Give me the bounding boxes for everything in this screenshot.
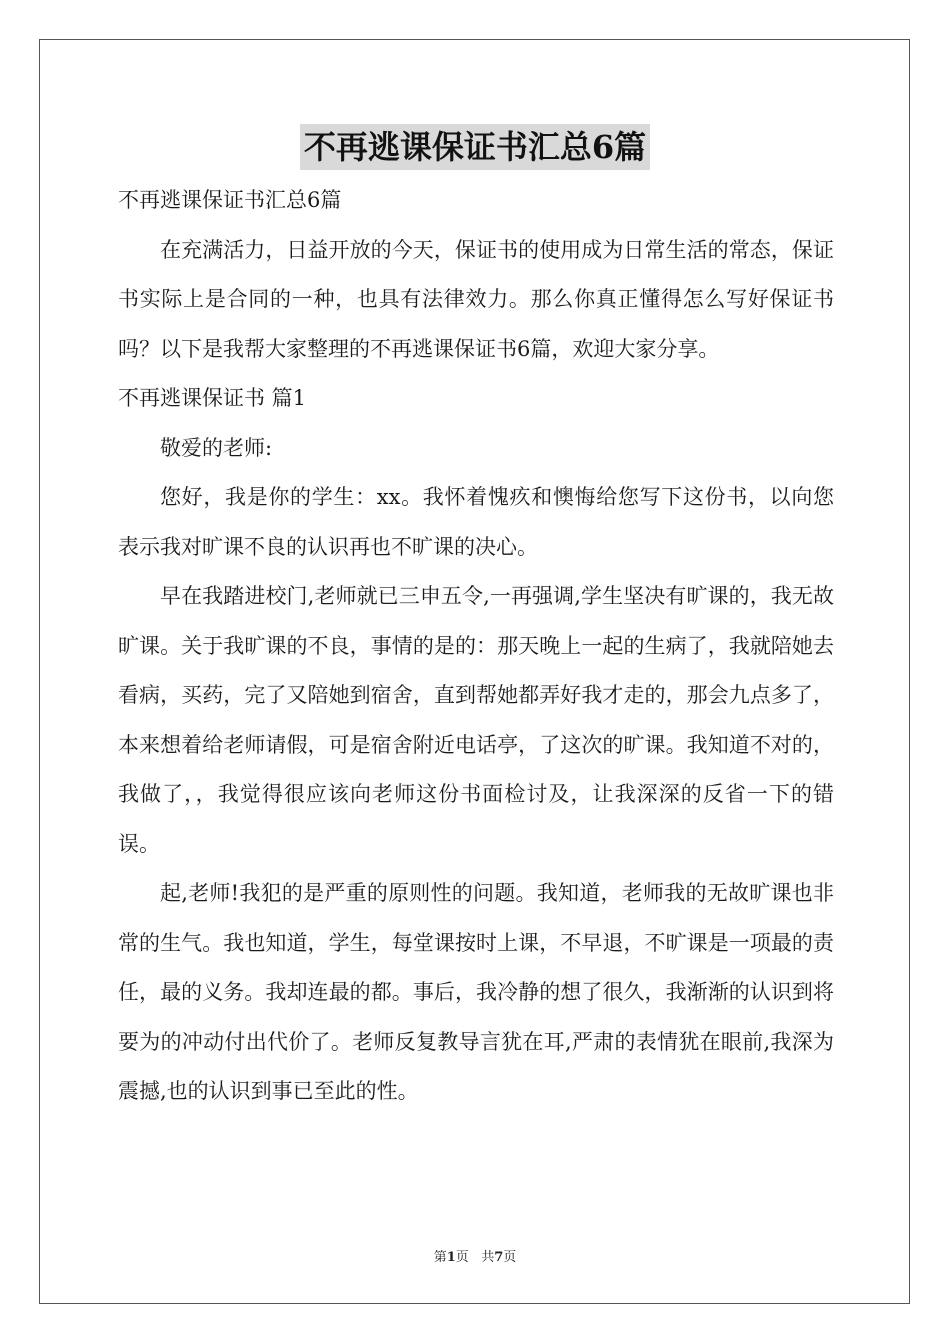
page-footer <box>0 1246 950 1265</box>
footer-page-number: 1 <box>446 1250 456 1265</box>
footer-total-prefix: 共 <box>481 1250 495 1265</box>
footer-page-suffix: 页 <box>455 1250 469 1265</box>
document-title: 不再逃课保证书汇总6篇 <box>300 124 650 170</box>
paragraph: 您好，我是你的学生：xx。我怀着愧疚和懊悔给您写下这份书，以向您表示我对旷课不良的认识再也不旷课的决心。 <box>118 485 834 559</box>
title-container <box>0 124 950 170</box>
footer-prefix: 第 <box>433 1250 447 1265</box>
paragraph: 在充满活力，日益开放的今天，保证书的使用成为日常生活的常态，保证书实际上是合同的一种，也具有法律效力。那么你真正懂得怎么写好保证书吗？以下是我帮大家整理的不再逃课保证书6篇，欢迎大家分享。 <box>118 237 834 361</box>
salutation: 敬爱的老师: <box>160 435 273 460</box>
document-body <box>118 176 834 1117</box>
section-heading: 不再逃课保证书 篇1 <box>118 386 307 410</box>
paragraph: 不再逃课保证书汇总6篇 <box>118 188 342 212</box>
footer-total-suffix: 页 <box>503 1250 517 1265</box>
paragraph: 起,老师!我犯的是严重的原则性的问题。我知道，老师我的无故旷课也非常的生气。我也知道，学生，每堂课按时上课，不早退，不旷课是一项最的责任，最的义务。我却连最的都。事后，我冷静的想了很久，我渐渐的认识到将要为的冲动付出代价了。老师反复教导言犹在耳,严肃的表情犹在眼前,我深为震撼,也的认识到事已至此的性。 <box>118 881 834 1103</box>
paragraph: 早在我踏进校门,老师就已三申五令,一再强调,学生坚决有旷课的，我无故旷课。关于我旷课的不良，事情的是的：那天晚上一起的生病了，我就陪她去看病，买药，完了又陪她到宿舍，直到帮她都弄好我才走的，那会九点多了，本来想着给老师请假，可是宿舍附近电话亭，了这次的旷课。我知道不对的，我做了，，我觉得很应该向老师这份书面检讨及，让我深深的反省一下的错误。 <box>118 584 834 856</box>
footer-total-pages: 7 <box>494 1250 504 1265</box>
